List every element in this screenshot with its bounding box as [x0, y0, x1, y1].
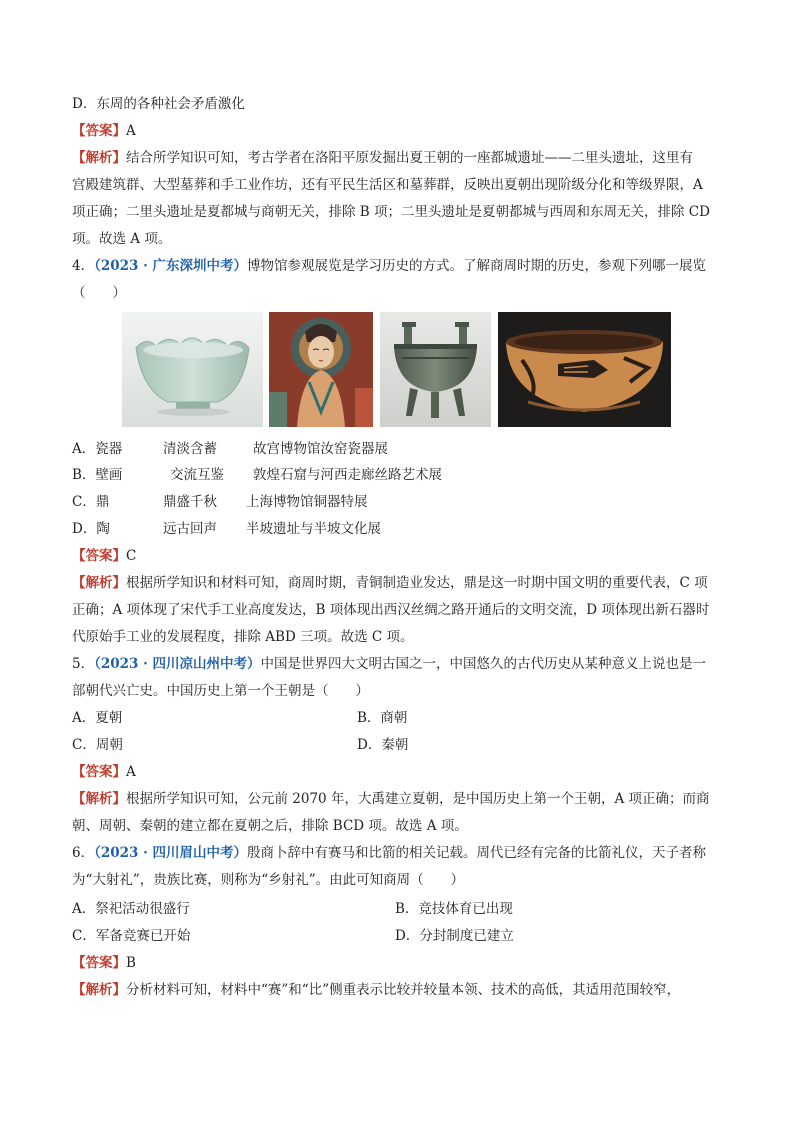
analysis-tag: 【解析】 [72, 150, 126, 166]
q6-answer [72, 953, 136, 973]
answer-value: B [126, 955, 136, 971]
bronze-ding-image [380, 312, 491, 427]
q4-analysis-line-3: 代原始手工业的发展程度，排除 ABD 三项。故选 C 项。 [72, 629, 414, 645]
q5-option-d[interactable]: D．秦朝 [357, 737, 409, 753]
answer-value: A [126, 123, 136, 139]
q4-option-d-exhibit: 半坡遗址与半坡文化展 [246, 521, 381, 537]
prev-answer [72, 121, 136, 141]
q4-stem-line-2: （ ） [72, 285, 126, 301]
q6-stem: 6．（2023 · 四川眉山中考）殷商卜辞中有赛马和比箭的相关记载。周代已经有完备的比箭礼仪，天子者称 [72, 845, 707, 861]
answer-tag: 【答案】 [72, 123, 126, 139]
q6-number: 6． [72, 845, 95, 861]
q6-source: （2023 · 四川眉山中考） [94, 845, 248, 861]
q4-number: 4． [72, 258, 95, 274]
q5-analysis-line-2: 朝、周朝、秦朝的建立都在夏朝之后，排除 BCD 项。故选 A 项。 [72, 818, 468, 834]
prev-analysis-line-2: 宫殿建筑群、大型墓葬和手工业作坊，还有平民生活区和墓葬群，反映出夏朝出现阶级分化和等级界限，A [72, 177, 703, 193]
q4-option-a-theme: 清淡含蓄 [163, 441, 217, 457]
q4-option-c-theme: 鼎盛千秋 [163, 494, 217, 510]
q6-option-b[interactable]: B．竞技体育已出现 [395, 901, 513, 917]
answer-tag: 【答案】 [72, 955, 126, 971]
q4-option-a-exhibit: 故宫博物馆汝窑瓷器展 [253, 441, 388, 457]
q6-option-d[interactable]: D．分封制度已建立 [395, 928, 514, 944]
q4-analysis-line-2: 正确；A 项体现了宋代手工业高度发达，B 项体现出西汉丝绸之路开通后的文明交流，D 项体现出新石器时 [72, 602, 710, 618]
q5-number: 5． [72, 656, 95, 672]
q4-stem: 4．（2023 · 广东深圳中考）博物馆参观展览是学习历史的方式。了解商周时期的历史，参观下列哪一展览 [72, 258, 707, 274]
q5-option-b[interactable]: B．商朝 [357, 710, 408, 726]
q4-analysis-line-1: 【解析】根据所学知识和材料可知，商周时期，青铜制造业发达，鼎是这一时期中国文明的重要代表，C 项 [72, 575, 708, 591]
mural-figure-image [269, 312, 373, 427]
painted-pottery-image [498, 312, 671, 427]
q4-option-a-letter[interactable]: A．瓷器 [72, 441, 123, 457]
q4-option-b-letter[interactable]: B．壁画 [72, 467, 123, 483]
q6-analysis-line-1: 【解析】分析材料可知，材料中“赛”和“比”侧重表示比较并较量本领、技术的高低，其适用范围较窄， [72, 982, 681, 998]
q4-option-d-letter[interactable]: D．陶 [72, 521, 110, 537]
prev-analysis-line-1: 【解析】结合所学知识可知，考古学者在洛阳平原发掘出夏王朝的一座都城遗址——二里头遗址，这里有 [72, 150, 693, 166]
prev-analysis-line-3: 项正确；二里头遗址是夏都城与商朝无关，排除 B 项；二里头遗址是夏朝都城与西周和东周无关，排除 CD [72, 204, 710, 220]
q4-source: （2023 · 广东深圳中考） [94, 258, 248, 274]
q5-stem-line-2: 部朝代兴亡史。中国历史上第一个王朝是（ ） [72, 683, 369, 699]
analysis-tag: 【解析】 [72, 982, 126, 998]
q5-analysis-line-1: 【解析】根据所学知识可知，公元前 2070 年，大禹建立夏朝，是中国历史上第一个王朝，A 项正确；而商 [72, 791, 710, 807]
answer-tag: 【答案】 [72, 548, 126, 564]
analysis-tag: 【解析】 [72, 791, 126, 807]
q4-option-b-exhibit: 敦煌石窟与河西走廊丝路艺术展 [253, 467, 442, 483]
q4-answer [72, 546, 136, 566]
q6-option-c[interactable]: C．军备竞赛已开始 [72, 928, 191, 944]
answer-value: A [126, 764, 136, 780]
q5-answer [72, 762, 136, 782]
q5-option-c[interactable]: C．周朝 [72, 737, 123, 753]
answer-tag: 【答案】 [72, 764, 126, 780]
q4-option-c-letter[interactable]: C．鼎 [72, 494, 110, 510]
q4-option-d-theme: 远古回声 [163, 521, 217, 537]
q4-option-b-theme: 交流互鉴 [170, 467, 224, 483]
q6-stem-line-2: 为“大射礼”，贵族比赛，则称为“乡射礼”。由此可知商周（ ） [72, 872, 465, 888]
prev-analysis-line-4: 项。故选 A 项。 [72, 231, 172, 247]
q5-option-a[interactable]: A．夏朝 [72, 710, 123, 726]
q4-option-c-exhibit: 上海博物馆铜器特展 [246, 494, 368, 510]
prev-option-d: D．东周的各种社会矛盾激化 [72, 96, 245, 112]
q5-stem: 5．（2023 · 四川凉山州中考）中国是世界四大文明古国之一，中国悠久的古代历史从某种意义上说也是一 [72, 656, 707, 672]
analysis-tag: 【解析】 [72, 575, 126, 591]
q6-option-a[interactable]: A．祭祀活动很盛行 [72, 901, 190, 917]
q5-source: （2023 · 四川凉山州中考） [94, 656, 261, 672]
answer-value: C [126, 548, 137, 564]
celadon-bowl-image [122, 312, 263, 427]
